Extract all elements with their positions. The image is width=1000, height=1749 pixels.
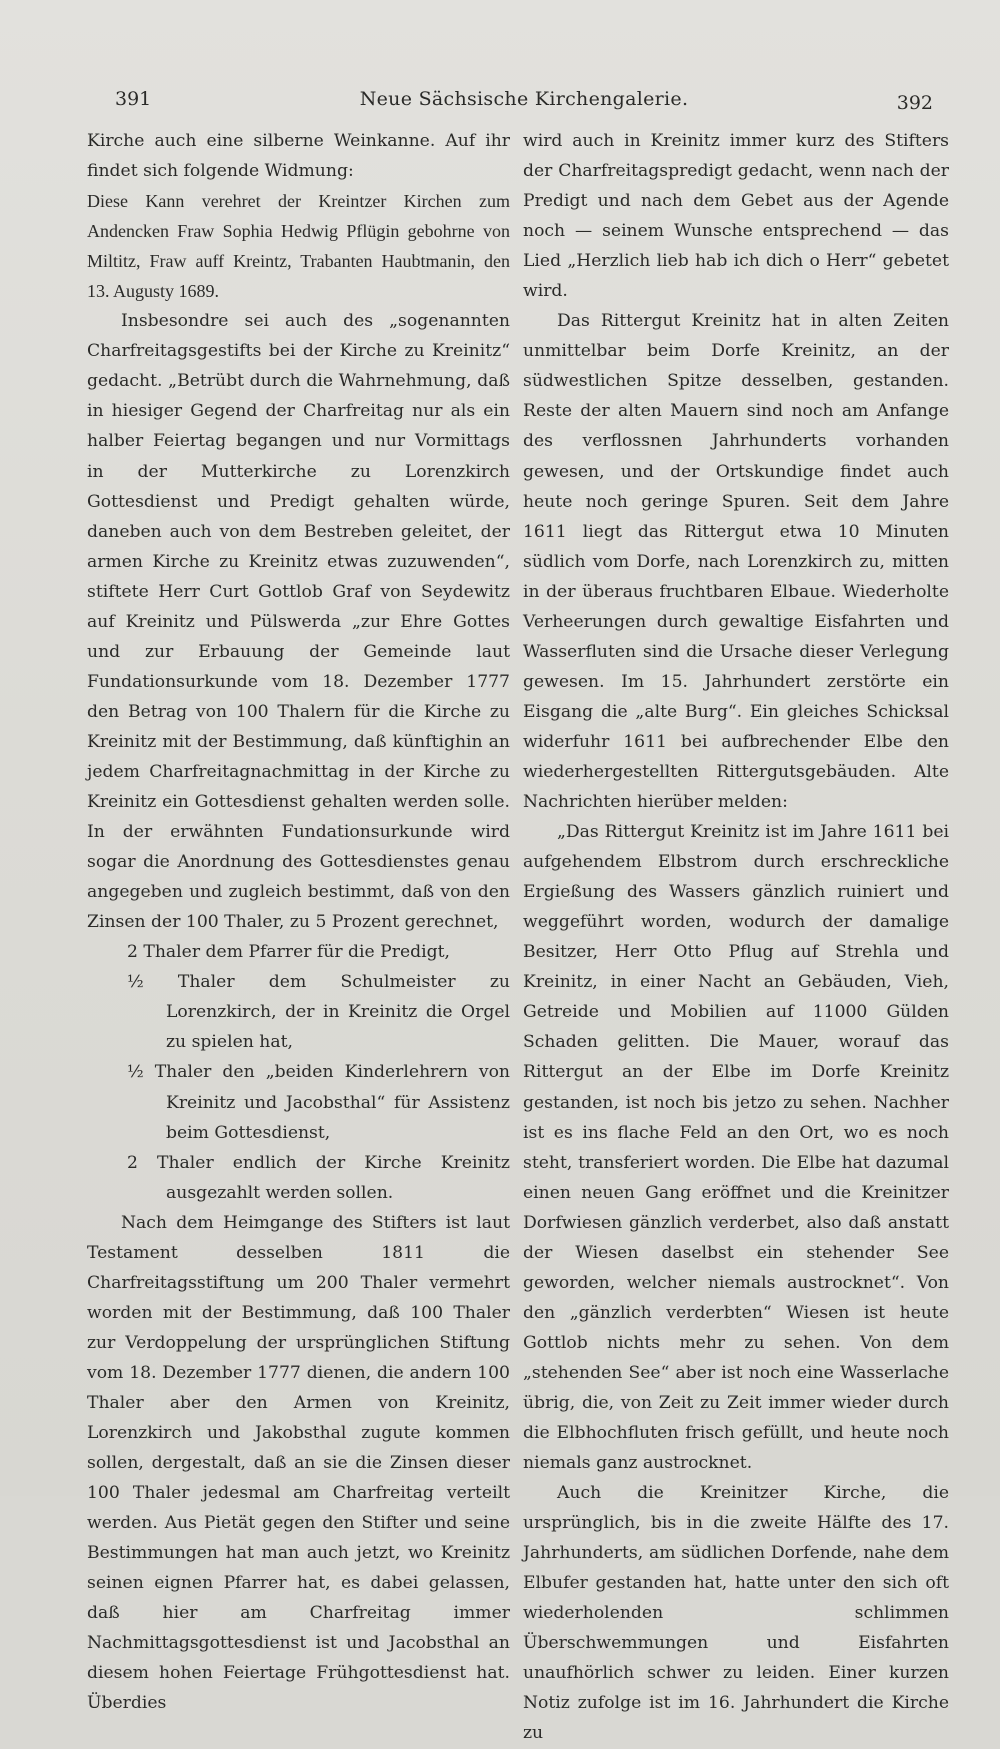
quotation: „Das Rittergut Kreinitz ist im Jahre 1611 bei aufgehendem Elbstrom durch erschreckliche Ergießung des Wassers gänzlich ruiniert und weggeführt worden, wodurch der damalige Besitzer, Herr Otto Pflug auf Strehla und Kreinitz, in einer Nacht an Gebäuden, Vieh, Getreide und Mobilien auf 11000 Gülden Schaden gelitten. Die Mauer, worauf das Rittergut an der Elbe im Dorfe Kreinitz gestanden, ist noch bis jetzo zu sehen. Nachher ist es ins flache Feld an den Ort, wo es noch steht, transferiert worden. Die Elbe hat dazumal einen neuen Gang eröffnet und die Kreinitzer Dorfwiesen gänzlich verderbet, also daß anstatt der Wiesen daselbst ein stehender See geworden, welcher niemals austrocknet“. Von den „gänzlich verderbten“ Wiesen ist heute Gottlob nichts mehr zu sehen. Von dem „stehenden See“ aber ist noch eine Wasserlache übrig, die, von Zeit zu Zeit immer wieder durch die Elbhochfluten frisch gefüllt, und heute noch niemals ganz austrocknet. (523, 822, 949, 1474)
list-item: ½ Thaler dem Schulmeister zu Lorenzkirch, der in Kreinitz die Orgel zu spielen hat, (127, 972, 510, 1053)
left-column (87, 126, 510, 1718)
running-title: Neue Sächsische Kirchengalerie. (359, 88, 689, 110)
list-item: ½ Thaler den „beiden Kinderlehrern von Kreinitz und Jacobsthal“ für Assistenz beim Gottesdienst, (127, 1062, 510, 1143)
right-column (523, 126, 949, 1749)
paragraph: Kirche auch eine silberne Weinkanne. Auf ihr findet sich folgende Widmung: (87, 131, 510, 182)
paragraph: Auch die Kreinitzer Kirche, die ursprünglich, bis in die zweite Hälfte des 17. Jahrhunderts, am südlichen Dorfende, nahe dem Elbufer gestanden hat, hatte unter den sich oft wiederholenden schlimmen Überschwemmungen und Eisfahrten unaufhörlich schwer zu leiden. Einer kurzen Notiz zufolge ist im 16. Jahrhundert die Kirche zu (523, 1483, 949, 1744)
list-item: 2 Thaler dem Pfarrer für die Predigt, (127, 942, 450, 963)
page-number-left: 391 (115, 88, 152, 110)
page-header (115, 84, 933, 114)
paragraph: Insbesondre sei auch des „sogenannten Charfreitagsgestifts bei der Kirche zu Kreinitz“ gedacht. „Betrübt durch die Wahrnehmung, daß in hiesiger Gegend der Charfreitag nur als ein halber Feiertag begangen und nur Vormittags in der Mutterkirche zu Lorenzkirch Gottesdienst und Predigt gehalten würde, daneben auch von dem Bestreben geleitet, der armen Kirche zu Kreinitz etwas zuzuwenden“, stiftete Herr Curt Gottlob Graf von Seydewitz auf Kreinitz und Pülswerda „zur Ehre Gottes und zur Erbauung der Gemeinde laut Fundationsurkunde vom 18. Dezember 1777 den Betrag von 100 Thalern für die Kirche zu Kreinitz mit der Bestimmung, daß künftighin an jedem Charfreitagnachmittag in der Kirche zu Kreinitz ein Gottesdienst gehalten werden solle. In der erwähnten Fundationsurkunde wird sogar die Anordnung des Gottesdienstes genau angegeben und zugleich bestimmt, daß von den Zinsen der 100 Thaler, zu 5 Prozent gerechnet, (87, 311, 510, 933)
list-item: 2 Thaler endlich der Kirche Kreinitz ausgezahlt werden sollen. (127, 1152, 510, 1203)
inscription: Diese Kann verehret der Kreintzer Kirchen zum Andencken Fraw Sophia Hedwig Pflügin gebohrne von Miltitz, Fraw auff Kreintz, Trabanten Haubtmanin, den 13. Augusty 1689. (87, 191, 510, 302)
page-number-right: 392 (896, 92, 933, 114)
paragraph: Das Rittergut Kreinitz hat in alten Zeiten unmittelbar beim Dorfe Kreinitz, an der südwestlichen Spitze desselben, gestanden. Reste der alten Mauern sind noch am Anfange des verflossnen Jahrhunderts vorhanden gewesen, und der Ortskundige findet auch heute noch geringe Spuren. Seit dem Jahre 1611 liegt das Rittergut etwa 10 Minuten südlich vom Dorfe, nach Lorenzkirch zu, mitten in der überaus fruchtbaren Elbaue. Wiederholte Verheerungen durch gewaltige Eisfahrten und Wasserfluten sind die Ursache dieser Verlegung gewesen. Im 15. Jahrhundert zerstörte ein Eisgang die „alte Burg“. Ein gleiches Schicksal widerfuhr 1611 bei aufbrechender Elbe den wiederhergestellten Rittergutsgebäuden. Alte Nachrichten hierüber melden: (523, 311, 949, 813)
paragraph: Nach dem Heimgange des Stifters ist laut Testament desselben 1811 die Charfreitagsstiftung um 200 Thaler vermehrt worden mit der Bestimmung, daß 100 Thaler zur Verdoppelung der ursprünglichen Stiftung vom 18. Dezember 1777 dienen, die andern 100 Thaler aber den Armen von Kreinitz, Lorenzkirch und Jakobsthal zugute kommen sollen, dergestalt, daß an sie die Zinsen dieser 100 Thaler jedesmal am Charfreitag verteilt werden. Aus Pietät gegen den Stifter und seine Bestimmungen hat man auch jetzt, wo Kreinitz seinen eignen Pfarrer hat, es dabei gelassen, daß hier am Charfreitag immer Nachmittagsgottesdienst ist und Jacobsthal an diesem hohen Feiertage Frühgottesdienst hat. Überdies (87, 1212, 510, 1714)
paragraph: wird auch in Kreinitz immer kurz des Stifters der Charfreitagspredigt gedacht, wenn nach der Predigt und nach dem Gebet aus der Agende noch — seinem Wunsche entsprechend — das Lied „Herzlich lieb hab ich dich o Herr“ gebetet wird. (523, 131, 949, 302)
